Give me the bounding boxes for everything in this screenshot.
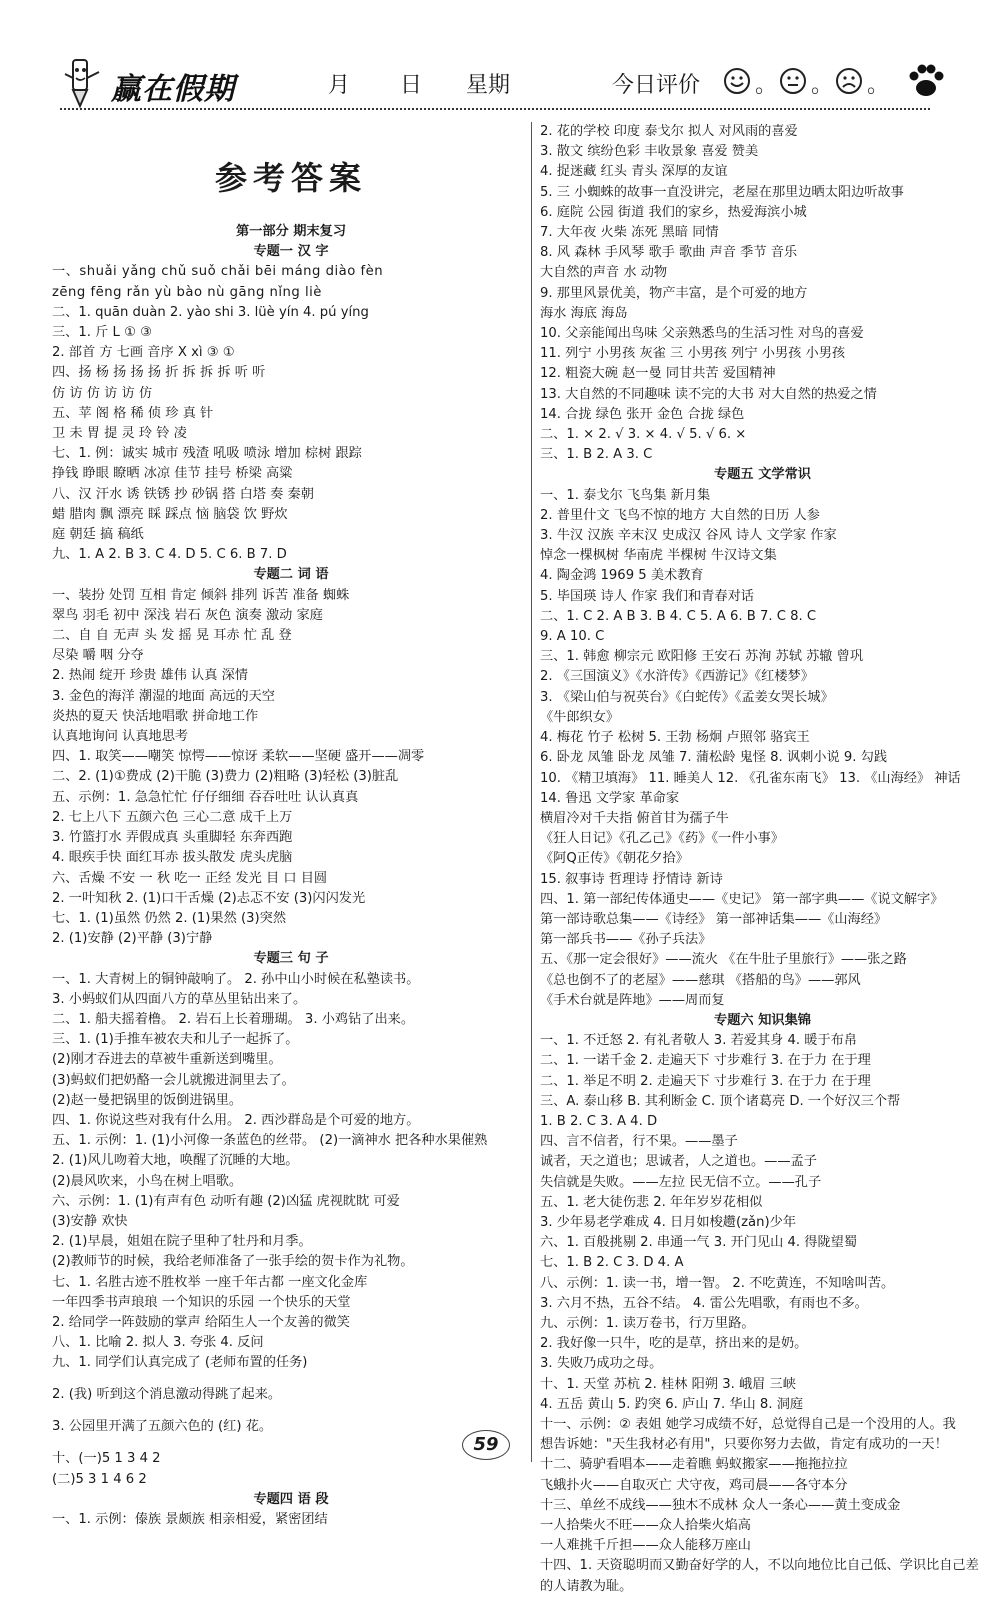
answer-line: 海水 海底 海岛 xyxy=(540,305,628,321)
answer-line: 3. 失败乃成功之母。 xyxy=(540,1356,663,1372)
answer-line: 《总也倒不了的老屋》——慈琪 《搭船的鸟》——郭风 xyxy=(540,972,861,988)
rating-label: 今日评价 xyxy=(612,73,701,98)
answer-line: 15. 叙事诗 哲理诗 抒情诗 新诗 xyxy=(540,871,723,887)
answer-line: 2. 七上八下 五颜六色 三心二意 成千上万 xyxy=(52,809,293,825)
column-divider xyxy=(531,122,532,1462)
answer-line: 认真地询问 认真地思考 xyxy=(52,729,189,745)
answer-line: 3. 散文 缤纷色彩 丰收景象 喜爱 赞美 xyxy=(540,144,759,160)
answer-line: 悼念一棵枫树 华南虎 半棵树 牛汉诗文集 xyxy=(540,548,777,564)
answer-line: (3)蚂蚁们把奶酪一会儿就搬进洞里去了。 xyxy=(52,1072,295,1088)
answer-line: 诚者，天之道也；思诚者，人之道也。——孟子 xyxy=(540,1154,817,1170)
answer-line: 3. 竹篮打水 弄假成真 头重脚轻 东奔西跑 xyxy=(52,830,293,846)
answer-line: 四、1. 第一部纪传体通史——《史记》 第一部字典——《说文解字》 xyxy=(540,891,944,907)
answer-line: 的人请教为耻。 xyxy=(540,1578,633,1594)
section-heading: 专题六 知识集锦 xyxy=(714,1012,811,1028)
answer-line: 2. 一叶知秋 2. (1)口干舌燥 (2)忐忑不安 (3)闪闪发光 xyxy=(52,890,366,906)
answer-line: 十、1. 天堂 苏杭 2. 桂林 阳朔 3. 峨眉 三峡 xyxy=(540,1376,796,1392)
right-column xyxy=(540,122,985,1597)
answer-line: 六、1. 百般挑剔 2. 串通一气 3. 开门见山 4. 得陇望蜀 xyxy=(540,1235,858,1251)
answer-line: 10. 父亲能闻出鸟味 父亲熟悉鸟的生活习性 对鸟的喜爱 xyxy=(540,326,864,342)
answer-line: 2. 我好像一只牛，吃的是草，挤出来的是奶。 xyxy=(540,1336,808,1352)
answer-line: 4. 梅花 竹子 松树 5. 王勃 杨炯 卢照邻 骆宾王 xyxy=(540,730,810,746)
answer-line: 2. (1)安静 (2)平静 (3)宁静 xyxy=(52,931,213,947)
left-answer-list xyxy=(52,222,530,1530)
answer-line: 14. 鲁迅 文学家 革命家 xyxy=(540,790,680,806)
answer-line: 2. 《三国演义》《水浒传》《西游记》《红楼梦》 xyxy=(540,669,814,685)
answer-line: 一、1. 大青树上的铜钟敲响了。 2. 孙中山小时候在私塾读书。 xyxy=(52,971,420,987)
answer-line: 一、shuǎi yǎng chǔ suǒ chǎi bēi máng diào fèn xyxy=(52,264,384,280)
brand-logo xyxy=(55,56,255,112)
answer-line: 一、1. 示例：傣族 景颇族 相亲相爱，紧密团结 xyxy=(52,1511,328,1527)
answer-line: 九、示例：1. 读万卷书，行万里路。 xyxy=(540,1315,755,1331)
answer-line: 七、1. 例：诚实 城市 残渣 吼吸 喷泳 增加 棕树 跟踪 xyxy=(52,446,362,462)
answer-line: 一、装扮 处罚 互相 肯定 倾斜 排列 诉苦 准备 蜘蛛 xyxy=(52,587,350,603)
answer-line: 飞蛾扑火——自取灭亡 犬守夜，鸡司晨——各守本分 xyxy=(540,1477,848,1493)
neutral-face-icon xyxy=(778,66,808,96)
answer-line: 七、1. (1)虽然 仍然 2. (1)果然 (3)突然 xyxy=(52,910,287,926)
section-heading: 专题二 词 语 xyxy=(253,567,329,583)
answer-line: 二、1. C 2. A B 3. B 4. C 5. A 6. B 7. C 8. C xyxy=(540,608,817,624)
answer-line: 4. 捉迷藏 红头 青头 深厚的友谊 xyxy=(540,164,728,180)
left-column xyxy=(52,122,530,1530)
answer-line: 四、言不信者，行不果。——墨子 xyxy=(540,1134,738,1150)
answer-line: 3. 《梁山伯与祝英台》《白蛇传》《孟姜女哭长城》 xyxy=(540,689,834,705)
answer-line: 第一部兵书——《孙子兵法》 xyxy=(540,932,712,948)
answer-line: 二、自 自 无声 头 发 摇 晃 耳赤 忙 乱 登 xyxy=(52,628,292,644)
answer-line: 8. 风 森林 手风琴 歌手 歌曲 声音 季节 音乐 xyxy=(540,245,798,261)
answer-line: 五、1. 示例：1. (1)小河像一条蓝色的丝带。 (2)一滴神水 把各种水果催熟 xyxy=(52,1133,488,1149)
answer-line: 尽染 嚼 咽 分夺 xyxy=(52,648,144,664)
answer-line: 《阿Q正传》《朝花夕拾》 xyxy=(540,851,689,867)
answer-line: 5. 三 小蜘蛛的故事一直没讲完，老屋在那里边晒太阳边听故事 xyxy=(540,184,904,200)
answer-line: 二、1. 一诺千金 2. 走遍天下 寸步难行 3. 在于力 在于理 xyxy=(540,1053,871,1069)
answer-line: 九、1. 同学们认真完成了 (老师布置的任务) xyxy=(52,1355,308,1371)
answer-line: 一人拾柴火不旺——众人拾柴火焰高 xyxy=(540,1518,751,1534)
answer-line: 庭 朝廷 搞 稿纸 xyxy=(52,527,144,543)
answer-line: 5. 毕国瑛 诗人 作家 我们和青春对话 xyxy=(540,588,754,604)
answer-line: 13. 大自然的不同趣味 读不完的大书 对大自然的热爱之情 xyxy=(540,386,877,402)
answer-line: 五、示例：1. 急急忙忙 仔仔细细 吞吞吐吐 认认真真 xyxy=(52,789,359,805)
answer-line: 一年四季书声琅琅 一个知识的乐园 一个快乐的天堂 xyxy=(52,1294,351,1310)
answer-line: 11. 列宁 小男孩 灰雀 三 小男孩 列宁 小男孩 小男孩 xyxy=(540,346,846,362)
answer-line: 《牛郎织女》 xyxy=(540,709,620,725)
answer-line: 2. 给同学一阵鼓励的掌声 给陌生人一个友善的微笑 xyxy=(52,1314,350,1330)
answer-line: 《狂人日记》《孔乙己》《药》《一件小事》 xyxy=(540,831,784,847)
answer-line: 四、扬 杨 扬 扬 扬 折 拆 拆 拆 听 听 xyxy=(52,365,266,381)
answer-line: 一、1. 不迁怒 2. 有礼者敬人 3. 若爱其身 4. 暖于布帛 xyxy=(540,1033,858,1049)
answer-line: 9. 那里风景优美，物产丰富，是个可爱的地方 xyxy=(540,285,808,301)
answer-line: 想告诉她："天生我材必有用"，只要你努力去做，肯定有成功的一天！ xyxy=(540,1437,948,1453)
answer-line: (2)赵一曼把锅里的饭倒进锅里。 xyxy=(52,1092,243,1108)
section-heading: 专题一 汉 字 xyxy=(253,244,329,260)
happy-face-icon xyxy=(722,66,752,96)
answer-line: 2. (1)早晨，姐姐在院子里种了牡丹和月季。 xyxy=(52,1234,312,1250)
answer-line: 三、1. 韩愈 柳宗元 欧阳修 王安石 苏洵 苏轼 苏辙 曾巩 xyxy=(540,649,864,665)
answer-line: 2. 部首 方 七画 音序 X xì ③ ① xyxy=(52,345,235,361)
answer-line: 十三、单丝不成线——独木不成林 众人一条心——黄土变成金 xyxy=(540,1497,901,1513)
answer-line: 4. 五岳 黄山 5. 趵突 6. 庐山 7. 华山 8. 洞庭 xyxy=(540,1396,804,1412)
answer-line: 6. 庭院 公园 街道 我们的家乡，热爱海滨小城 xyxy=(540,204,807,220)
answer-line: 三、1. 斤 L ① ③ xyxy=(52,325,152,341)
answer-line: 第一部诗歌总集——《诗经》 第一部神话集——《山海经》 xyxy=(540,911,888,927)
answer-line: zēng fēng rǎn yù bào nù gāng nǐng liè xyxy=(52,284,322,300)
answer-line: 3. 六月不热，五谷不结。 4. 雷公先唱歌，有雨也不多。 xyxy=(540,1295,868,1311)
answer-line: 大自然的声音 水 动物 xyxy=(540,265,668,281)
right-answer-list xyxy=(540,122,985,1597)
answer-line: 4. 眼疾手快 面红耳赤 拔头散发 虎头虎脑 xyxy=(52,850,293,866)
sad-face-icon xyxy=(834,66,864,96)
section-heading: 专题五 文学常识 xyxy=(714,467,811,483)
answer-line: 四、1. 取笑——嘲笑 惊愕——惊讶 柔软——坚硬 盛开——凋零 xyxy=(52,749,425,765)
answer-line: 《手术台就是阵地》——周而复 xyxy=(540,992,725,1008)
answer-line: (2)刚才吞进去的草被牛重新送到嘴里。 xyxy=(52,1052,282,1068)
answer-line: 十、(一)5 1 3 4 2 xyxy=(52,1451,161,1467)
answer-line: 炎热的夏天 快活地唱歌 拼命地工作 xyxy=(52,708,259,724)
header-dotted-rule xyxy=(60,108,930,110)
answer-line: 2. (1)风儿吻着大地，唤醒了沉睡的大地。 xyxy=(52,1153,299,1169)
page-header: 赢在假期 月 日 星期 今日评价 。 。 。 xyxy=(0,48,1000,118)
answer-line: 七、1. 名胜古迹不胜枚举 一座千年古都 一座文化金库 xyxy=(52,1274,368,1290)
answer-line: (二)5 3 1 4 6 2 xyxy=(52,1471,147,1487)
answer-line: 五、苹 阁 格 稀 侦 珍 真 针 xyxy=(52,405,214,421)
answer-line: 二、2. (1)①费成 (2)干脆 (3)费力 (2)粗略 (3)轻松 (3)脏乱 xyxy=(52,769,399,785)
answer-line: 挣钱 睁眼 瞭晒 冰凉 佳节 挂号 桥梁 高粱 xyxy=(52,466,293,482)
page-title: 参考答案 xyxy=(214,159,367,197)
answer-line: 12. 粗瓷大碗 赵一曼 同甘共苦 爱国精神 xyxy=(540,366,776,382)
answer-line: 4. 陶金鸿 1969 5 美术教育 xyxy=(540,568,704,584)
answer-line: 翠鸟 羽毛 初中 深浅 岩石 灰色 演奏 激动 家庭 xyxy=(52,607,323,623)
answer-line: 3. 牛汉 汉族 辛末汉 史成汉 谷风 诗人 文学家 作家 xyxy=(540,528,837,544)
answer-line: 9. A 10. C xyxy=(540,629,605,645)
section-heading: 专题四 语 段 xyxy=(253,1491,329,1507)
answer-line: 3. 小蚂蚁们从四面八方的草丛里钻出来了。 xyxy=(52,991,307,1007)
section-heading: 专题三 句 子 xyxy=(253,951,329,967)
day-label: 日 xyxy=(400,73,423,98)
answer-line: 14. 合拢 绿色 张开 金色 合拢 绿色 xyxy=(540,406,745,422)
answer-line: 横眉冷对千夫指 俯首甘为孺子牛 xyxy=(540,810,729,826)
paw-print-icon xyxy=(905,60,947,102)
answer-line: 十二、骑驴看唱本——走着瞧 蚂蚁搬家——拖拖拉拉 xyxy=(540,1457,848,1473)
answer-line: 三、A. 泰山移 B. 其利断金 C. 顶个诸葛亮 D. 一个好汉三个帮 xyxy=(540,1093,901,1109)
answer-line: 3. 公园里开满了五颜六色的 (红) 花。 xyxy=(52,1419,273,1435)
answer-line: 卫 未 胃 提 灵 玲 铃 凌 xyxy=(52,426,187,442)
answer-line: 10. 《精卫填海》 11. 睡美人 12. 《孔雀东南飞》 13. 《山海经》 神话 xyxy=(540,770,961,786)
answer-line: 二、1. 举足不明 2. 走遍天下 寸步难行 3. 在于力 在于理 xyxy=(540,1073,871,1089)
answer-line: 一人难挑千斤担——众人能移万座山 xyxy=(540,1538,751,1554)
answer-line: 6. 卧龙 凤雏 卧龙 凤雏 7. 蒲松龄 鬼怪 8. 讽刺小说 9. 勾践 xyxy=(540,750,888,766)
answer-line: 一、1. 泰戈尔 飞鸟集 新月集 xyxy=(540,487,711,503)
answer-line: 九、1. A 2. B 3. C 4. D 5. C 6. B 7. D xyxy=(52,547,287,563)
answer-line: 失信就是失败。——左拉 民无信不立。——孔子 xyxy=(540,1174,822,1190)
answer-line: 3. 少年易老学难成 4. 日月如梭趱(zǎn)少年 xyxy=(540,1214,797,1230)
pencil-mascot-icon xyxy=(55,56,107,112)
answer-line: (2)教师节的时候，我给老师准备了一张手绘的贺卡作为礼物。 xyxy=(52,1254,414,1270)
answer-line: 二、1. × 2. √ 3. × 4. √ 5. √ 6. × xyxy=(540,427,747,443)
answer-line: 二、1. quān duàn 2. yào shi 3. lüè yín 4. pú yíng xyxy=(52,304,369,320)
answer-line: 二、1. 船夫摇着橹。 2. 岩石上长着珊瑚。 3. 小鸡钻了出来。 xyxy=(52,1011,415,1027)
answer-line: 十一、示例：② 表姐 她学习成绩不好，总觉得自己是一个没用的人。我 xyxy=(540,1417,956,1432)
page-number: 59 xyxy=(462,1430,510,1460)
answer-line: 2. 花的学校 印度 泰戈尔 拟人 对风雨的喜爱 xyxy=(540,124,798,139)
answer-line: 3. 金色的海洋 潮湿的地面 高远的天空 xyxy=(52,688,275,704)
brand-title: 赢在假期 xyxy=(111,72,235,107)
answer-line: 四、1. 你说这些对我有什么用。 2. 西沙群岛是个可爱的地方。 xyxy=(52,1112,420,1128)
answer-line: (3)安静 欢快 xyxy=(52,1213,128,1229)
answer-line: 2. 热闹 绽开 珍贵 雄伟 认真 深情 xyxy=(52,668,248,684)
answer-line: 八、示例：1. 读一书，增一智。 2. 不吃黄连，不知啥叫苦。 xyxy=(540,1275,895,1291)
answer-line: 十四、1. 天资聪明而又勤奋好学的人，不以向地位比自己低、学识比自己差 xyxy=(540,1558,979,1574)
section-heading: 第一部分 期末复习 xyxy=(235,224,347,239)
answer-line: 七、1. B 2. C 3. D 4. A xyxy=(540,1255,684,1271)
answer-line: 八、汉 汗水 诱 铁锈 抄 砂锅 搭 白塔 奏 秦朝 xyxy=(52,486,314,502)
answer-line: 7. 大年夜 火柴 冻死 黑暗 同情 xyxy=(540,225,719,241)
answer-line: 蜡 腊肉 飘 漂亮 睬 踩点 恼 脑袋 饮 野炊 xyxy=(52,506,288,522)
answer-line: 三、1. B 2. A 3. C xyxy=(540,447,653,463)
answer-line: 八、1. 比喻 2. 拟人 3. 夸张 4. 反问 xyxy=(52,1335,264,1351)
weekday-label: 星期 xyxy=(466,73,511,98)
answer-line: 六、示例：1. (1)有声有色 动听有趣 (2)凶猛 虎视眈眈 可爱 xyxy=(52,1193,400,1209)
answer-line: 五、《那一定会很好》——流火 《在牛肚子里旅行》——张之路 xyxy=(540,952,907,968)
answer-line: 2. (我) 听到这个消息激动得跳了起来。 xyxy=(52,1387,282,1403)
answer-line: 2. 普里什文 飞鸟不惊的地方 大自然的日历 人参 xyxy=(540,507,820,523)
answer-line: 1. B 2. C 3. A 4. D xyxy=(540,1113,658,1129)
answer-line: 六、舌燥 不安 一 秋 吃一 正经 发光 目 口 目圆 xyxy=(52,870,328,886)
month-label: 月 xyxy=(328,73,351,98)
answer-line: (2)晨风吹来，小鸟在树上唱歌。 xyxy=(52,1173,243,1189)
answer-line: 五、1. 老大徒伤悲 2. 年年岁岁花相似 xyxy=(540,1194,763,1210)
answer-line: 三、1. (1)手推车被农夫和儿子一起拆了。 xyxy=(52,1032,299,1048)
answer-line: 仿 访 仿 访 访 仿 xyxy=(52,385,153,401)
